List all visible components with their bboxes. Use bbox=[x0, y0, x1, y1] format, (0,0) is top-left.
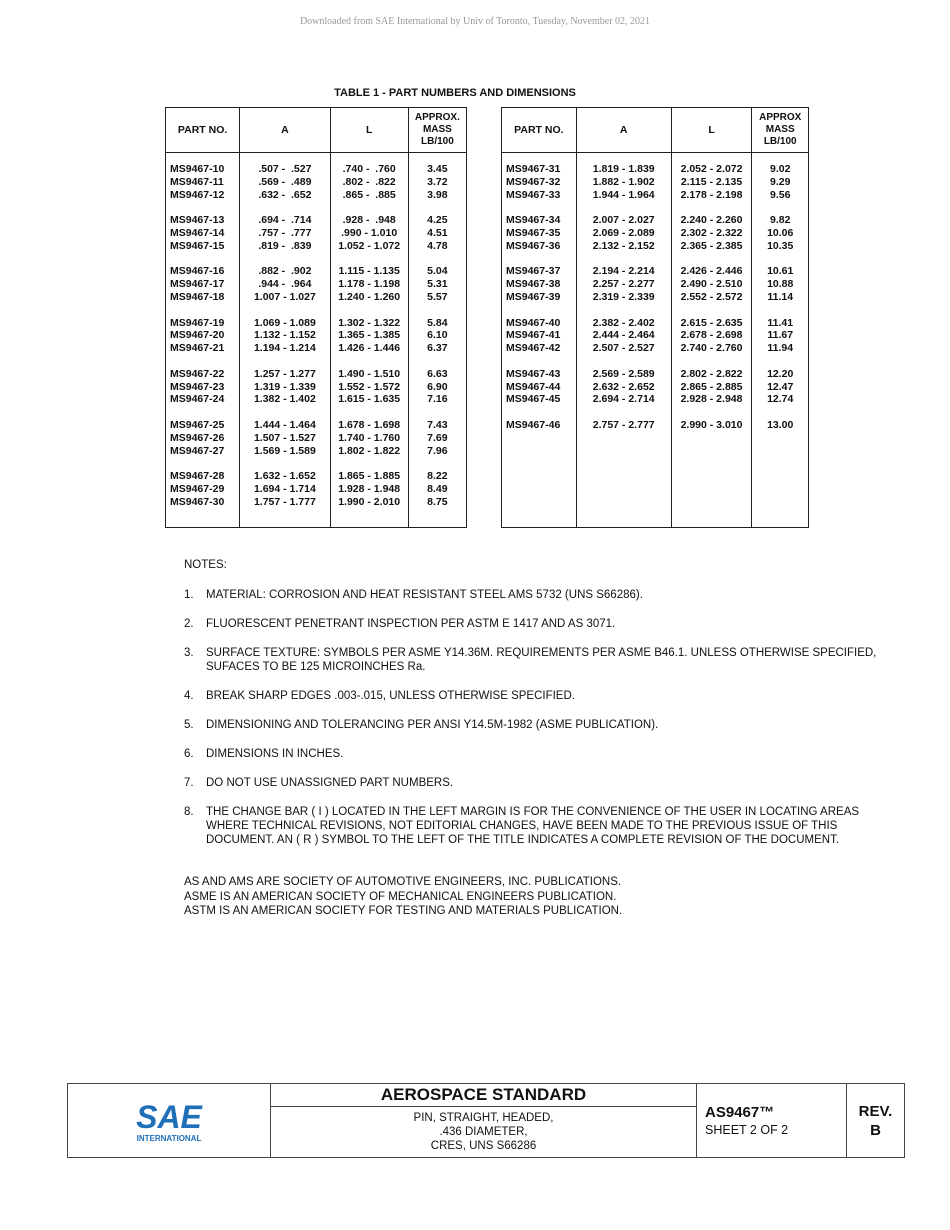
table-cell: 2.490 - 2.510 bbox=[680, 278, 743, 291]
note-text: DO NOT USE UNASSIGNED PART NUMBERS. bbox=[206, 777, 454, 789]
group-spacer bbox=[413, 406, 462, 419]
table-cell: 3.45 bbox=[427, 163, 448, 175]
document-number: AS9467™ bbox=[705, 1104, 775, 1121]
table-cell: 13.00 bbox=[767, 418, 794, 431]
table-cell: 12.74 bbox=[767, 393, 794, 406]
table-cell: .757 - .777 bbox=[258, 226, 312, 239]
header-mass-line: APPROX. bbox=[414, 112, 460, 123]
table-cell: MS9467-10 bbox=[170, 163, 225, 175]
table-cell: 5.84 bbox=[427, 316, 448, 329]
group-spacer bbox=[170, 253, 235, 266]
table-cell: 8.75 bbox=[427, 495, 448, 508]
table-cell: MS9467-27 bbox=[170, 444, 225, 457]
group-spacer bbox=[244, 253, 325, 266]
table-cell: 9.82 bbox=[769, 214, 791, 227]
table-cell: 2.552 - 2.572 bbox=[680, 290, 743, 303]
note-number: 2. bbox=[184, 618, 194, 630]
table-cell: MS9467-11 bbox=[170, 175, 224, 188]
group-spacer bbox=[335, 304, 404, 317]
table-cell: 1.365 - 1.385 bbox=[338, 329, 401, 342]
group-spacer bbox=[413, 355, 462, 368]
document-id bbox=[697, 1084, 847, 1157]
header-mass-line: MASS bbox=[765, 124, 795, 135]
header-part-no: PART NO. bbox=[502, 108, 577, 153]
table-cell: 2.426 - 2.446 bbox=[680, 265, 743, 278]
part-table-right bbox=[501, 107, 809, 528]
note-text: DIMENSIONS IN INCHES. bbox=[206, 748, 344, 760]
group-spacer bbox=[413, 201, 462, 214]
table-cell: 4.78 bbox=[427, 239, 448, 252]
table-cell: 1.819 - 1.839 bbox=[592, 163, 655, 175]
table-cell: 9.56 bbox=[769, 188, 791, 201]
table-cell: 2.302 - 2.322 bbox=[680, 226, 743, 239]
note-number: 7. bbox=[184, 777, 194, 789]
group-spacer bbox=[244, 457, 325, 470]
group-spacer bbox=[756, 253, 804, 266]
table-cell: MS9467-25 bbox=[170, 418, 225, 431]
table-cell: MS9467-32 bbox=[506, 175, 561, 188]
table-cell: MS9467-29 bbox=[170, 482, 225, 495]
table-cell: 2.240 - 2.260 bbox=[680, 214, 743, 227]
group-spacer bbox=[676, 304, 748, 317]
table-cell: 1.740 - 1.760 bbox=[338, 431, 401, 444]
note-item bbox=[184, 588, 884, 602]
table-cell: 2.507 - 2.527 bbox=[592, 342, 655, 355]
header-mass-line: LB/100 bbox=[763, 136, 797, 147]
table-cell: 5.31 bbox=[427, 278, 448, 291]
table-cell: 10.35 bbox=[767, 239, 794, 252]
table-cell: MS9467-36 bbox=[506, 239, 561, 252]
group-spacer bbox=[335, 355, 404, 368]
group-spacer bbox=[581, 406, 667, 419]
table-cell: .694 - .714 bbox=[258, 214, 312, 227]
table-cell: MS9467-21 bbox=[170, 342, 225, 355]
table-cell: 1.944 - 1.964 bbox=[592, 188, 655, 201]
table-cell: 1.882 - 1.902 bbox=[592, 175, 655, 188]
table-cell: 2.365 - 2.385 bbox=[680, 239, 743, 252]
table-cell: 11.41 bbox=[767, 316, 794, 329]
table-cell: MS9467-14 bbox=[170, 226, 225, 239]
table-cell: 1.257 - 1.277 bbox=[253, 367, 316, 380]
table-cell: 10.61 bbox=[767, 265, 794, 278]
table-cell: MS9467-33 bbox=[506, 188, 561, 201]
table-cell: 7.96 bbox=[427, 444, 448, 457]
table-cell: 3.72 bbox=[427, 175, 448, 188]
note-item bbox=[184, 718, 884, 732]
note-number: 3. bbox=[184, 647, 194, 659]
group-spacer bbox=[676, 355, 748, 368]
sae-logo-subtitle: INTERNATIONAL bbox=[136, 1133, 202, 1143]
table-cell: 1.757 - 1.777 bbox=[253, 495, 316, 508]
table-cell: 1.802 - 1.822 bbox=[338, 444, 401, 457]
group-spacer bbox=[756, 304, 804, 317]
header-a: A bbox=[576, 108, 671, 153]
table-cell: 1.615 - 1.635 bbox=[338, 393, 401, 406]
footnotes bbox=[184, 875, 884, 919]
group-spacer bbox=[170, 355, 235, 368]
table-cell: 2.382 - 2.402 bbox=[592, 316, 655, 329]
table-cell: 2.178 - 2.198 bbox=[680, 188, 743, 201]
table-cell: 5.57 bbox=[427, 290, 448, 303]
table-cell: MS9467-19 bbox=[170, 316, 225, 329]
notes-heading: NOTES: bbox=[184, 559, 227, 571]
group-spacer bbox=[756, 355, 804, 368]
table-cell: MS9467-12 bbox=[170, 188, 225, 201]
table-cell: .632 - .652 bbox=[258, 188, 312, 201]
group-spacer bbox=[756, 406, 804, 419]
table-cell: 8.22 bbox=[427, 470, 448, 483]
table-cell: MS9467-16 bbox=[170, 265, 225, 278]
header-mass-line: MASS bbox=[422, 124, 452, 135]
group-spacer bbox=[506, 355, 572, 368]
revision bbox=[847, 1084, 904, 1157]
table-cell: 7.16 bbox=[427, 393, 448, 406]
table-cell: .865 - .885 bbox=[342, 188, 396, 201]
table-cell: .819 - .839 bbox=[258, 239, 312, 252]
table-cell: 1.678 - 1.698 bbox=[338, 418, 401, 431]
description-line: CRES, UNS S66286 bbox=[430, 1140, 537, 1152]
table-cell: MS9467-24 bbox=[170, 393, 225, 406]
table-cell: 4.51 bbox=[427, 226, 448, 239]
note-text: MATERIAL: CORROSION AND HEAT RESISTANT STEEL AMS 5732 (UNS S66286). bbox=[206, 589, 643, 601]
table-cell: 1.490 - 1.510 bbox=[338, 367, 401, 380]
table-cell: 11.14 bbox=[767, 290, 794, 303]
group-spacer bbox=[676, 201, 748, 214]
title-block bbox=[67, 1083, 905, 1158]
table-cell: .507 - .527 bbox=[258, 163, 312, 175]
note-text: BREAK SHARP EDGES .003-.015, UNLESS OTHERWISE SPECIFIED. bbox=[206, 690, 575, 702]
table-cell: 7.43 bbox=[427, 418, 448, 431]
note-number: 6. bbox=[184, 748, 194, 760]
table-cell: 1.444 - 1.464 bbox=[253, 418, 316, 431]
table-cell: 1.115 - 1.135 bbox=[338, 265, 400, 278]
sae-logo bbox=[68, 1084, 271, 1157]
table-cell: MS9467-34 bbox=[506, 214, 561, 227]
table-cell: MS9467-31 bbox=[506, 163, 561, 175]
column-l bbox=[330, 153, 408, 528]
description-line: .436 DIAMETER, bbox=[439, 1126, 528, 1138]
table-cell: MS9467-17 bbox=[170, 278, 225, 291]
group-spacer bbox=[413, 253, 462, 266]
table-cell: 5.04 bbox=[427, 265, 448, 278]
table-cell: 1.007 - 1.027 bbox=[253, 290, 316, 303]
table-cell: 1.302 - 1.322 bbox=[338, 316, 401, 329]
header-a: A bbox=[240, 108, 330, 153]
table-cell: MS9467-40 bbox=[506, 316, 561, 329]
table-cell: 11.67 bbox=[767, 329, 794, 342]
header-l: L bbox=[671, 108, 752, 153]
group-spacer bbox=[244, 355, 325, 368]
note-item bbox=[184, 747, 884, 761]
table-cell: 1.052 - 1.072 bbox=[338, 239, 401, 252]
group-spacer bbox=[676, 406, 748, 419]
table-cell: 2.052 - 2.072 bbox=[680, 163, 743, 175]
column-a bbox=[576, 153, 671, 528]
table-cell: 1.382 - 1.402 bbox=[253, 393, 316, 406]
group-spacer bbox=[335, 253, 404, 266]
table-cell: 1.632 - 1.652 bbox=[253, 470, 316, 483]
revision-value: B bbox=[870, 1121, 881, 1139]
table-cell: 11.94 bbox=[767, 342, 794, 355]
table-cell: MS9467-35 bbox=[506, 226, 561, 239]
footnote-line: AS AND AMS ARE SOCIETY OF AUTOMOTIVE ENGINEERS, INC. PUBLICATIONS. bbox=[184, 876, 622, 888]
note-item bbox=[184, 689, 884, 703]
part-table-left bbox=[165, 107, 467, 528]
group-spacer bbox=[170, 406, 235, 419]
table-cell: 1.319 - 1.339 bbox=[253, 380, 316, 393]
note-text: SURFACE TEXTURE: SYMBOLS PER ASME Y14.36M. REQUIREMENTS PER ASME B46.1. UNLESS OTHERWISE SPECIFIED, SUFACES TO BE 125 MICROINCHES Ra. bbox=[206, 647, 877, 673]
group-spacer bbox=[244, 201, 325, 214]
table-cell: 2.319 - 2.339 bbox=[592, 290, 655, 303]
table-cell: MS9467-28 bbox=[170, 470, 225, 483]
note-number: 8. bbox=[184, 806, 194, 818]
table-cell: .569 - .489 bbox=[258, 175, 312, 188]
group-spacer bbox=[756, 201, 804, 214]
table-cell: MS9467-30 bbox=[170, 495, 225, 508]
table-cell: 1.865 - 1.885 bbox=[338, 470, 401, 483]
group-spacer bbox=[170, 201, 235, 214]
table-cell: .990 - 1.010 bbox=[341, 226, 398, 239]
table-cell: 9.29 bbox=[769, 175, 791, 188]
table-cell: MS9467-23 bbox=[170, 380, 225, 393]
table-cell: 2.740 - 2.760 bbox=[680, 342, 743, 355]
table-cell: .944 - .964 bbox=[258, 278, 312, 291]
note-item bbox=[184, 617, 884, 631]
table-cell: 2.990 - 3.010 bbox=[680, 418, 743, 431]
table-cell: 1.178 - 1.198 bbox=[338, 278, 401, 291]
column-l bbox=[671, 153, 752, 528]
group-spacer bbox=[170, 457, 235, 470]
description-line: PIN, STRAIGHT, HEADED, bbox=[413, 1112, 554, 1124]
column-part-no bbox=[166, 153, 240, 528]
table-cell: MS9467-26 bbox=[170, 431, 225, 444]
table-cell: 6.37 bbox=[427, 342, 448, 355]
table-cell: 2.928 - 2.948 bbox=[680, 393, 743, 406]
table-body-row bbox=[502, 153, 809, 528]
note-text: DIMENSIONING AND TOLERANCING PER ANSI Y14.5M-1982 (ASME PUBLICATION). bbox=[206, 719, 659, 731]
table-cell: 2.007 - 2.027 bbox=[592, 214, 655, 227]
group-spacer bbox=[676, 253, 748, 266]
sae-logo-wordmark: SAE bbox=[136, 1098, 202, 1135]
group-spacer bbox=[413, 304, 462, 317]
standard-type: AEROSPACE STANDARD bbox=[271, 1084, 696, 1107]
group-spacer bbox=[506, 304, 572, 317]
group-spacer bbox=[244, 304, 325, 317]
table-cell: 2.694 - 2.714 bbox=[592, 393, 655, 406]
table-cell: 3.98 bbox=[427, 188, 448, 201]
note-number: 1. bbox=[184, 589, 194, 601]
table-cell: MS9467-15 bbox=[170, 239, 225, 252]
group-spacer bbox=[506, 201, 572, 214]
group-spacer bbox=[581, 253, 667, 266]
table-body-row bbox=[166, 153, 467, 528]
table-cell: 2.569 - 2.589 bbox=[592, 367, 655, 380]
table-cell: 2.444 - 2.464 bbox=[592, 329, 655, 342]
table-cell: 1.694 - 1.714 bbox=[253, 482, 316, 495]
table-cell: 6.63 bbox=[427, 367, 448, 380]
column-mass bbox=[752, 153, 809, 528]
table-cell: 2.132 - 2.152 bbox=[592, 239, 655, 252]
notes-list bbox=[184, 588, 884, 847]
table-cell: 1.569 - 1.589 bbox=[253, 444, 316, 457]
header-approx-mass bbox=[408, 108, 466, 153]
table-cell: MS9467-18 bbox=[170, 290, 225, 303]
header-l: L bbox=[330, 108, 408, 153]
table-cell: MS9467-46 bbox=[506, 418, 561, 431]
group-spacer bbox=[506, 406, 572, 419]
table-cell: 1.928 - 1.948 bbox=[338, 482, 401, 495]
table-cell: .740 - .760 bbox=[342, 163, 396, 175]
table-cell: 6.90 bbox=[427, 380, 448, 393]
sae-logo-mark bbox=[109, 1098, 229, 1144]
group-spacer bbox=[244, 406, 325, 419]
table-cell: 1.990 - 2.010 bbox=[338, 495, 401, 508]
group-spacer bbox=[506, 253, 572, 266]
table-cell: MS9467-44 bbox=[506, 380, 561, 393]
table-cell: MS9467-37 bbox=[506, 265, 561, 278]
table-cell: 2.632 - 2.652 bbox=[592, 380, 655, 393]
note-text: FLUORESCENT PENETRANT INSPECTION PER ASTM E 1417 AND AS 3071. bbox=[206, 618, 616, 630]
table-cell: 1.132 - 1.152 bbox=[253, 329, 316, 342]
header-approx-mass bbox=[752, 108, 809, 153]
table-cell: 6.10 bbox=[427, 329, 448, 342]
table-cell: 10.06 bbox=[767, 226, 794, 239]
column-a bbox=[240, 153, 330, 528]
table-cell: 2.865 - 2.885 bbox=[680, 380, 743, 393]
note-number: 4. bbox=[184, 690, 194, 702]
note-number: 5. bbox=[184, 719, 194, 731]
table-cell: MS9467-42 bbox=[506, 342, 561, 355]
note-item bbox=[184, 776, 884, 790]
table-cell: 2.678 - 2.698 bbox=[680, 329, 743, 342]
table-cell: 1.240 - 1.260 bbox=[338, 290, 401, 303]
table-cell: 12.47 bbox=[767, 380, 794, 393]
header-mass-line: APPROX bbox=[759, 112, 802, 123]
part-description bbox=[271, 1107, 696, 1157]
table-cell: 2.257 - 2.277 bbox=[592, 278, 655, 291]
footnote-line: ASTM IS AN AMERICAN SOCIETY FOR TESTING AND MATERIALS PUBLICATION. bbox=[184, 905, 623, 917]
footnote-line: ASME IS AN AMERICAN SOCIETY OF MECHANICAL ENGINEERS PUBLICATION. bbox=[184, 890, 617, 903]
table-cell: MS9467-45 bbox=[506, 393, 561, 406]
table-cell: 2.615 - 2.635 bbox=[680, 316, 743, 329]
column-mass bbox=[408, 153, 466, 528]
group-spacer bbox=[335, 457, 404, 470]
notes-section bbox=[184, 559, 884, 862]
table-cell: 1.194 - 1.214 bbox=[253, 342, 316, 355]
group-spacer bbox=[170, 304, 235, 317]
note-item bbox=[184, 646, 884, 674]
table-cell: .882 - .902 bbox=[258, 265, 312, 278]
note-item bbox=[184, 805, 884, 847]
table-cell: 7.69 bbox=[427, 431, 448, 444]
header-mass-line: LB/100 bbox=[420, 136, 454, 147]
table-cell: MS9467-41 bbox=[506, 329, 561, 342]
group-spacer bbox=[335, 201, 404, 214]
table-cell: 1.069 - 1.089 bbox=[253, 316, 316, 329]
column-part-no bbox=[502, 153, 577, 528]
table-cell: 12.20 bbox=[767, 367, 794, 380]
group-spacer bbox=[581, 201, 667, 214]
group-spacer bbox=[335, 406, 404, 419]
table-cell: 9.02 bbox=[769, 163, 791, 175]
table-cell: 1.552 - 1.572 bbox=[338, 380, 401, 393]
table-cell: MS9467-20 bbox=[170, 329, 225, 342]
group-spacer bbox=[581, 304, 667, 317]
table-cell: MS9467-22 bbox=[170, 367, 225, 380]
table-cell: 2.115 - 2.135 bbox=[680, 175, 743, 188]
table-cell: .928 - .948 bbox=[342, 214, 396, 227]
title-block-middle bbox=[271, 1084, 697, 1157]
table-cell: .802 - .822 bbox=[342, 175, 396, 188]
download-watermark: Downloaded from SAE International by Univ of Toronto, Tuesday, November 02, 2021 bbox=[299, 16, 651, 27]
table-title: TABLE 1 - PART NUMBERS AND DIMENSIONS bbox=[334, 87, 576, 99]
table-cell: 2.757 - 2.777 bbox=[592, 418, 655, 431]
table-cell: 10.88 bbox=[767, 278, 794, 291]
table-cell: 1.426 - 1.446 bbox=[338, 342, 401, 355]
sheet-number: SHEET 2 OF 2 bbox=[705, 1123, 789, 1137]
table-cell: 4.25 bbox=[427, 214, 448, 227]
table-cell: 2.194 - 2.214 bbox=[592, 265, 655, 278]
revision-label: REV. bbox=[858, 1102, 893, 1120]
table-cell: MS9467-13 bbox=[170, 214, 225, 227]
table-cell: MS9467-39 bbox=[506, 290, 561, 303]
table-cell: 2.069 - 2.089 bbox=[592, 226, 655, 239]
table-cell: 8.49 bbox=[427, 482, 448, 495]
table-cell: 1.507 - 1.527 bbox=[253, 431, 316, 444]
table-cell: MS9467-38 bbox=[506, 278, 561, 291]
note-text: THE CHANGE BAR ( I ) LOCATED IN THE LEFT MARGIN IS FOR THE CONVENIENCE OF THE USER IN LOCATING AREAS WHERE TECHNICAL REVISIONS, NOT EDITORIAL CHANGES, HAVE BEEN MADE TO THE PREVIOUS ISSUE OF THIS DOCUMENT. AN ( R ) SYMBOL TO THE LEFT OF THE TITLE INDICATES A COMPLETE REVISION OF THE DOCUMENT. bbox=[206, 806, 860, 846]
group-spacer bbox=[581, 355, 667, 368]
header-part-no: PART NO. bbox=[166, 108, 240, 153]
table-cell: MS9467-43 bbox=[506, 367, 561, 380]
group-spacer bbox=[413, 457, 462, 470]
table-cell: 2.802 - 2.822 bbox=[680, 367, 743, 380]
